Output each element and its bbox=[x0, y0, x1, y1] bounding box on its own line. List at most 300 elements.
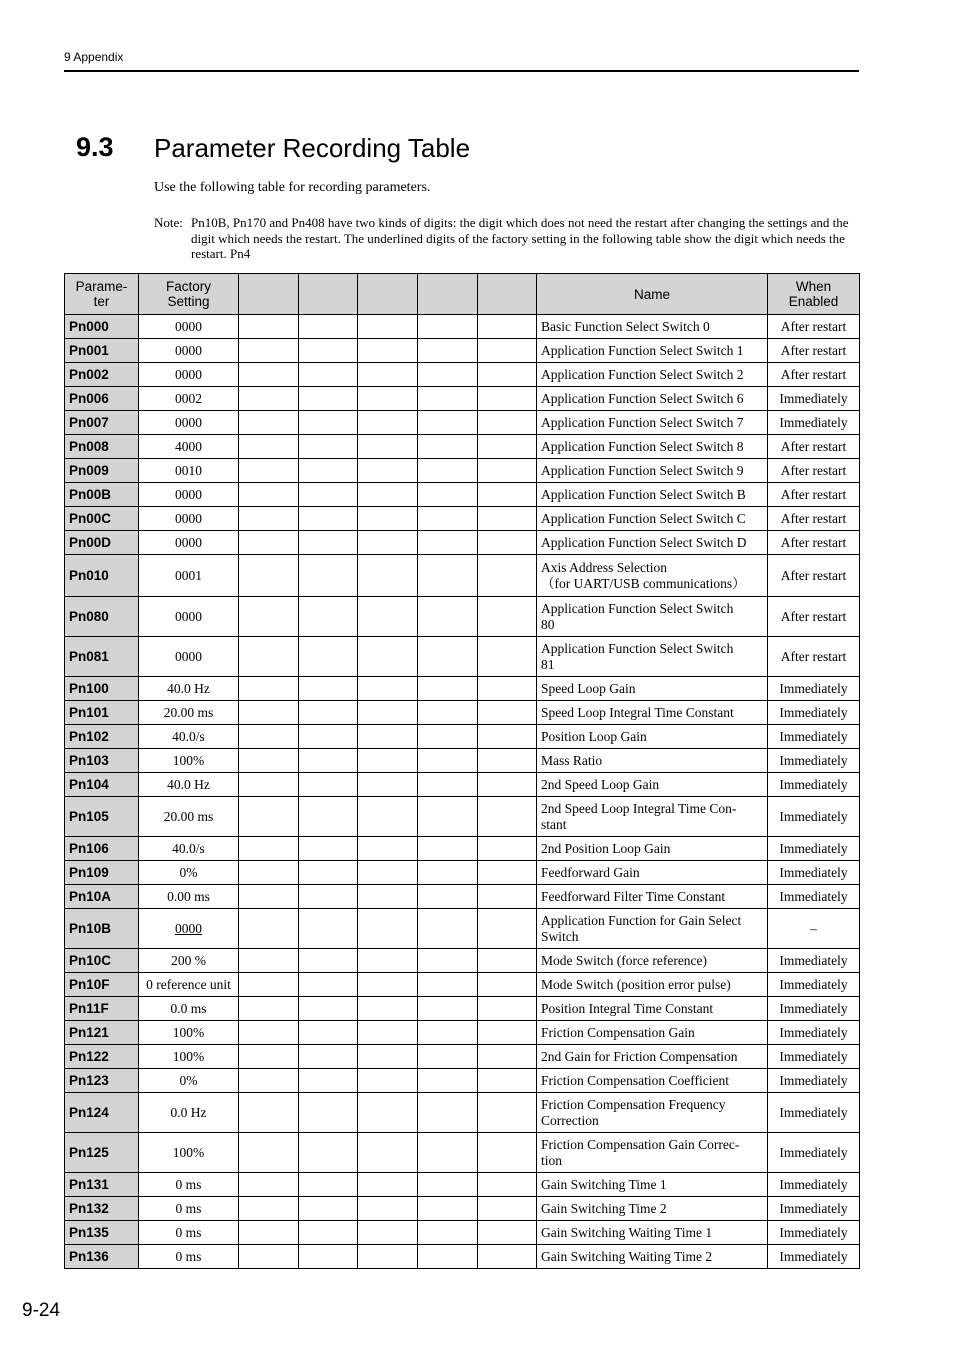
when-enabled-cell: After restart bbox=[768, 637, 860, 677]
header-blank bbox=[358, 274, 418, 315]
when-enabled-cell: Immediately bbox=[768, 701, 860, 725]
factory-setting-cell bbox=[139, 387, 239, 411]
recording-cell bbox=[299, 637, 358, 677]
factory-setting-value: 0% bbox=[179, 864, 198, 880]
recording-cell bbox=[478, 837, 537, 861]
name-cell: Position Integral Time Constant bbox=[537, 997, 768, 1021]
recording-cell bbox=[239, 339, 299, 363]
when-enabled-cell: After restart bbox=[768, 339, 860, 363]
header-parameter: Parame- ter bbox=[65, 274, 139, 315]
recording-cell bbox=[418, 435, 478, 459]
factory-setting-cell bbox=[139, 837, 239, 861]
table-row bbox=[65, 597, 860, 637]
factory-setting-cell bbox=[139, 531, 239, 555]
factory-setting-cell bbox=[139, 949, 239, 973]
factory-setting-cell bbox=[139, 797, 239, 837]
parameter-cell: Pn106 bbox=[65, 837, 139, 861]
factory-setting-cell bbox=[139, 1133, 239, 1173]
recording-cell bbox=[299, 677, 358, 701]
recording-cell bbox=[299, 725, 358, 749]
recording-cell bbox=[239, 459, 299, 483]
table-row bbox=[65, 861, 860, 885]
factory-setting-cell bbox=[139, 339, 239, 363]
factory-setting-value: 0.0 Hz bbox=[170, 1104, 207, 1120]
recording-cell bbox=[239, 597, 299, 637]
recording-cell bbox=[478, 1221, 537, 1245]
recording-cell bbox=[478, 1173, 537, 1197]
recording-cell bbox=[299, 701, 358, 725]
recording-cell bbox=[299, 861, 358, 885]
factory-setting-value: 40.0 Hz bbox=[167, 776, 210, 792]
recording-cell bbox=[478, 363, 537, 387]
recording-cell bbox=[358, 861, 418, 885]
table-row bbox=[65, 435, 860, 459]
recording-cell bbox=[478, 997, 537, 1021]
parameter-cell: Pn121 bbox=[65, 1021, 139, 1045]
when-enabled-cell: Immediately bbox=[768, 1045, 860, 1069]
recording-cell bbox=[358, 637, 418, 677]
name-cell: Gain Switching Time 1 bbox=[537, 1173, 768, 1197]
recording-cell bbox=[418, 909, 478, 949]
parameter-cell: Pn100 bbox=[65, 677, 139, 701]
factory-setting-cell bbox=[139, 1245, 239, 1269]
when-enabled-cell: Immediately bbox=[768, 1197, 860, 1221]
recording-cell bbox=[299, 411, 358, 435]
recording-cell bbox=[418, 1021, 478, 1045]
parameter-cell: Pn002 bbox=[65, 363, 139, 387]
when-enabled-cell: Immediately bbox=[768, 773, 860, 797]
table-row bbox=[65, 1197, 860, 1221]
recording-cell bbox=[478, 885, 537, 909]
when-enabled-cell: After restart bbox=[768, 363, 860, 387]
recording-cell bbox=[358, 315, 418, 339]
recording-cell bbox=[239, 1093, 299, 1133]
page-number: 9-24 bbox=[22, 1300, 61, 1321]
recording-cell bbox=[358, 1173, 418, 1197]
recording-cell bbox=[418, 797, 478, 837]
factory-setting-value: 0 ms bbox=[175, 1224, 202, 1240]
factory-setting-value: 4000 bbox=[175, 438, 202, 454]
factory-setting-value: 40.0/s bbox=[172, 728, 205, 744]
factory-setting-value: 0 ms bbox=[175, 1200, 202, 1216]
factory-setting-cell bbox=[139, 677, 239, 701]
factory-setting-value: 0 reference unit bbox=[146, 976, 231, 992]
when-enabled-cell: Immediately bbox=[768, 1069, 860, 1093]
factory-setting-value: 0.0 ms bbox=[170, 1000, 207, 1016]
name-cell: Gain Switching Time 2 bbox=[537, 1197, 768, 1221]
recording-cell bbox=[239, 1021, 299, 1045]
recording-cell bbox=[478, 1021, 537, 1045]
name-cell: Basic Function Select Switch 0 bbox=[537, 315, 768, 339]
recording-cell bbox=[418, 597, 478, 637]
name-cell: Application Function Select Switch C bbox=[537, 507, 768, 531]
factory-setting-cell bbox=[139, 435, 239, 459]
recording-cell bbox=[299, 555, 358, 597]
table-row bbox=[65, 531, 860, 555]
recording-cell bbox=[478, 701, 537, 725]
intro-text: Use the following table for recording parameters. bbox=[154, 180, 431, 195]
factory-setting-value: 100% bbox=[172, 1048, 205, 1064]
parameter-cell: Pn010 bbox=[65, 555, 139, 597]
when-enabled-cell: Immediately bbox=[768, 1245, 860, 1269]
when-enabled-cell: Immediately bbox=[768, 1221, 860, 1245]
factory-setting-cell bbox=[139, 973, 239, 997]
recording-cell bbox=[299, 597, 358, 637]
table-row bbox=[65, 725, 860, 749]
parameter-cell: Pn006 bbox=[65, 387, 139, 411]
name-cell: Friction Compensation Frequency Correction bbox=[537, 1093, 768, 1133]
header-blank bbox=[239, 274, 299, 315]
recording-cell bbox=[418, 885, 478, 909]
parameter-cell: Pn008 bbox=[65, 435, 139, 459]
recording-cell bbox=[299, 1221, 358, 1245]
recording-cell bbox=[358, 597, 418, 637]
recording-cell bbox=[478, 909, 537, 949]
when-enabled-cell: Immediately bbox=[768, 973, 860, 997]
header-factory-setting: Factory Setting bbox=[139, 274, 239, 315]
table-row bbox=[65, 387, 860, 411]
parameter-cell: Pn081 bbox=[65, 637, 139, 677]
name-cell: Mode Switch (position error pulse) bbox=[537, 973, 768, 997]
factory-setting-value: 0000 bbox=[175, 608, 202, 624]
when-enabled-cell: – bbox=[768, 909, 860, 949]
recording-cell bbox=[358, 885, 418, 909]
factory-setting-value: 200 % bbox=[171, 952, 206, 968]
name-cell: Application Function Select Switch 9 bbox=[537, 459, 768, 483]
table-row bbox=[65, 797, 860, 837]
name-cell: Application Function Select Switch D bbox=[537, 531, 768, 555]
factory-setting-value: 100% bbox=[172, 752, 205, 768]
when-enabled-cell: After restart bbox=[768, 555, 860, 597]
recording-cell bbox=[418, 1221, 478, 1245]
parameter-cell: Pn105 bbox=[65, 797, 139, 837]
recording-cell bbox=[299, 1245, 358, 1269]
parameter-cell: Pn00C bbox=[65, 507, 139, 531]
recording-cell bbox=[418, 773, 478, 797]
when-enabled-cell: Immediately bbox=[768, 1093, 860, 1133]
recording-cell bbox=[358, 1069, 418, 1093]
name-cell: Speed Loop Gain bbox=[537, 677, 768, 701]
recording-cell bbox=[299, 1021, 358, 1045]
recording-cell bbox=[478, 861, 537, 885]
recording-cell bbox=[358, 1093, 418, 1133]
factory-setting-cell bbox=[139, 411, 239, 435]
table-row bbox=[65, 949, 860, 973]
recording-cell bbox=[239, 507, 299, 531]
factory-setting-value: 40.0/s bbox=[172, 840, 205, 856]
name-cell: Friction Compensation Coefficient bbox=[537, 1069, 768, 1093]
recording-cell bbox=[418, 363, 478, 387]
recording-cell bbox=[299, 909, 358, 949]
recording-cell bbox=[418, 1069, 478, 1093]
table-row bbox=[65, 677, 860, 701]
recording-cell bbox=[418, 315, 478, 339]
factory-setting-cell bbox=[139, 507, 239, 531]
factory-setting-cell bbox=[139, 701, 239, 725]
recording-cell bbox=[239, 949, 299, 973]
recording-cell bbox=[478, 507, 537, 531]
name-cell: Application Function Select Switch 81 bbox=[537, 637, 768, 677]
recording-cell bbox=[478, 483, 537, 507]
parameter-cell: Pn007 bbox=[65, 411, 139, 435]
recording-cell bbox=[418, 459, 478, 483]
recording-cell bbox=[299, 997, 358, 1021]
recording-cell bbox=[239, 885, 299, 909]
parameter-cell: Pn001 bbox=[65, 339, 139, 363]
recording-cell bbox=[358, 749, 418, 773]
recording-cell bbox=[358, 1245, 418, 1269]
recording-cell bbox=[358, 483, 418, 507]
header-blank bbox=[299, 274, 358, 315]
recording-cell bbox=[418, 677, 478, 701]
factory-setting-cell bbox=[139, 1093, 239, 1133]
factory-setting-value: 40.0 Hz bbox=[167, 680, 210, 696]
when-enabled-cell: Immediately bbox=[768, 861, 860, 885]
recording-cell bbox=[418, 483, 478, 507]
factory-setting-cell bbox=[139, 861, 239, 885]
when-enabled-cell: Immediately bbox=[768, 411, 860, 435]
name-cell: 2nd Speed Loop Gain bbox=[537, 773, 768, 797]
parameter-cell: Pn00B bbox=[65, 483, 139, 507]
recording-cell bbox=[418, 507, 478, 531]
recording-cell bbox=[239, 773, 299, 797]
factory-setting-value: 0000 bbox=[175, 486, 202, 502]
factory-setting-value: 0000 bbox=[175, 920, 202, 936]
header-blank bbox=[478, 274, 537, 315]
recording-cell bbox=[418, 339, 478, 363]
recording-cell bbox=[299, 885, 358, 909]
factory-setting-cell bbox=[139, 1069, 239, 1093]
factory-setting-cell bbox=[139, 637, 239, 677]
recording-cell bbox=[239, 797, 299, 837]
factory-setting-value: 0 ms bbox=[175, 1248, 202, 1264]
name-cell: Feedforward Filter Time Constant bbox=[537, 885, 768, 909]
table-row bbox=[65, 837, 860, 861]
when-enabled-cell: After restart bbox=[768, 435, 860, 459]
recording-cell bbox=[478, 531, 537, 555]
table-row bbox=[65, 1245, 860, 1269]
name-cell: Mass Ratio bbox=[537, 749, 768, 773]
recording-cell bbox=[358, 909, 418, 949]
parameter-cell: Pn000 bbox=[65, 315, 139, 339]
recording-cell bbox=[478, 555, 537, 597]
recording-cell bbox=[239, 1069, 299, 1093]
table-row bbox=[65, 749, 860, 773]
name-cell: Gain Switching Waiting Time 2 bbox=[537, 1245, 768, 1269]
recording-cell bbox=[239, 637, 299, 677]
recording-cell bbox=[299, 315, 358, 339]
factory-setting-cell bbox=[139, 773, 239, 797]
recording-cell bbox=[418, 637, 478, 677]
recording-cell bbox=[358, 1133, 418, 1173]
table-row bbox=[65, 459, 860, 483]
factory-setting-value: 0000 bbox=[175, 510, 202, 526]
name-cell: Speed Loop Integral Time Constant bbox=[537, 701, 768, 725]
when-enabled-cell: Immediately bbox=[768, 1133, 860, 1173]
recording-cell bbox=[358, 507, 418, 531]
recording-cell bbox=[358, 459, 418, 483]
parameter-cell: Pn123 bbox=[65, 1069, 139, 1093]
table-row bbox=[65, 1133, 860, 1173]
name-cell: Application Function Select Switch 1 bbox=[537, 339, 768, 363]
when-enabled-cell: Immediately bbox=[768, 1021, 860, 1045]
factory-setting-cell bbox=[139, 1173, 239, 1197]
header-blank bbox=[418, 274, 478, 315]
recording-cell bbox=[239, 1221, 299, 1245]
recording-cell bbox=[478, 411, 537, 435]
recording-cell bbox=[299, 1173, 358, 1197]
table-row bbox=[65, 1173, 860, 1197]
recording-cell bbox=[418, 749, 478, 773]
factory-setting-cell bbox=[139, 1197, 239, 1221]
parameter-cell: Pn103 bbox=[65, 749, 139, 773]
recording-cell bbox=[239, 531, 299, 555]
section-number: 9.3 bbox=[76, 132, 114, 162]
recording-cell bbox=[239, 973, 299, 997]
parameter-cell: Pn109 bbox=[65, 861, 139, 885]
recording-cell bbox=[478, 339, 537, 363]
recording-cell bbox=[358, 725, 418, 749]
table-header-row bbox=[65, 274, 860, 315]
recording-cell bbox=[478, 973, 537, 997]
recording-cell bbox=[358, 363, 418, 387]
recording-cell bbox=[418, 861, 478, 885]
factory-setting-value: 0% bbox=[179, 1072, 198, 1088]
table-row bbox=[65, 507, 860, 531]
name-cell: Application Function Select Switch 80 bbox=[537, 597, 768, 637]
parameter-cell: Pn080 bbox=[65, 597, 139, 637]
recording-cell bbox=[358, 677, 418, 701]
recording-cell bbox=[299, 1197, 358, 1221]
recording-cell bbox=[478, 459, 537, 483]
table-row bbox=[65, 1069, 860, 1093]
factory-setting-value: 0001 bbox=[175, 567, 202, 583]
recording-cell bbox=[358, 339, 418, 363]
parameter-cell: Pn131 bbox=[65, 1173, 139, 1197]
factory-setting-value: 0010 bbox=[175, 462, 202, 478]
recording-cell bbox=[299, 1093, 358, 1133]
parameter-cell: Pn132 bbox=[65, 1197, 139, 1221]
recording-cell bbox=[478, 1093, 537, 1133]
table-row bbox=[65, 555, 860, 597]
recording-cell bbox=[418, 1173, 478, 1197]
factory-setting-value: 0000 bbox=[175, 342, 202, 358]
note bbox=[154, 215, 854, 262]
recording-cell bbox=[478, 797, 537, 837]
recording-cell bbox=[478, 773, 537, 797]
recording-cell bbox=[239, 997, 299, 1021]
recording-cell bbox=[358, 555, 418, 597]
recording-cell bbox=[299, 459, 358, 483]
factory-setting-cell bbox=[139, 1021, 239, 1045]
parameter-cell: Pn10A bbox=[65, 885, 139, 909]
recording-cell bbox=[239, 411, 299, 435]
recording-cell bbox=[239, 1245, 299, 1269]
recording-cell bbox=[478, 1197, 537, 1221]
table-row bbox=[65, 997, 860, 1021]
recording-cell bbox=[358, 1221, 418, 1245]
recording-cell bbox=[239, 1133, 299, 1173]
table-row bbox=[65, 1221, 860, 1245]
note-label: Note: bbox=[154, 215, 183, 230]
recording-cell bbox=[478, 677, 537, 701]
recording-cell bbox=[358, 1045, 418, 1069]
name-cell: Application Function Select Switch 8 bbox=[537, 435, 768, 459]
parameter-cell: Pn136 bbox=[65, 1245, 139, 1269]
recording-cell bbox=[358, 387, 418, 411]
name-cell: 2nd Gain for Friction Compensation bbox=[537, 1045, 768, 1069]
name-cell: Friction Compensation Gain bbox=[537, 1021, 768, 1045]
recording-cell bbox=[239, 387, 299, 411]
parameter-cell: Pn124 bbox=[65, 1093, 139, 1133]
factory-setting-cell bbox=[139, 909, 239, 949]
recording-cell bbox=[478, 597, 537, 637]
table-row bbox=[65, 909, 860, 949]
name-cell: Application Function Select Switch B bbox=[537, 483, 768, 507]
recording-cell bbox=[358, 531, 418, 555]
factory-setting-value: 20.00 ms bbox=[163, 704, 214, 720]
table-row bbox=[65, 1045, 860, 1069]
recording-cell bbox=[418, 411, 478, 435]
when-enabled-cell: Immediately bbox=[768, 677, 860, 701]
factory-setting-value: 0.00 ms bbox=[167, 888, 210, 904]
recording-cell bbox=[239, 363, 299, 387]
factory-setting-cell bbox=[139, 1045, 239, 1069]
recording-cell bbox=[478, 1133, 537, 1173]
recording-cell bbox=[358, 1021, 418, 1045]
factory-setting-cell bbox=[139, 315, 239, 339]
recording-cell bbox=[239, 909, 299, 949]
recording-cell bbox=[239, 1045, 299, 1069]
parameter-cell: Pn009 bbox=[65, 459, 139, 483]
when-enabled-cell: After restart bbox=[768, 597, 860, 637]
recording-cell bbox=[358, 949, 418, 973]
recording-cell bbox=[358, 701, 418, 725]
when-enabled-cell: Immediately bbox=[768, 885, 860, 909]
factory-setting-value: 0000 bbox=[175, 366, 202, 382]
recording-cell bbox=[478, 1245, 537, 1269]
table-row bbox=[65, 483, 860, 507]
recording-cell bbox=[239, 701, 299, 725]
parameter-cell: Pn122 bbox=[65, 1045, 139, 1069]
when-enabled-cell: Immediately bbox=[768, 387, 860, 411]
name-cell: Application Function Select Switch 7 bbox=[537, 411, 768, 435]
name-cell: Friction Compensation Gain Correc- tion bbox=[537, 1133, 768, 1173]
recording-cell bbox=[239, 725, 299, 749]
recording-cell bbox=[299, 797, 358, 837]
recording-cell bbox=[239, 555, 299, 597]
when-enabled-cell: Immediately bbox=[768, 797, 860, 837]
recording-cell bbox=[478, 725, 537, 749]
name-cell: Application Function Select Switch 2 bbox=[537, 363, 768, 387]
parameter-table bbox=[64, 273, 860, 1269]
recording-cell bbox=[299, 387, 358, 411]
parameter-cell: Pn00D bbox=[65, 531, 139, 555]
recording-cell bbox=[358, 837, 418, 861]
recording-cell bbox=[418, 837, 478, 861]
factory-setting-value: 20.00 ms bbox=[163, 808, 214, 824]
factory-setting-cell bbox=[139, 1221, 239, 1245]
recording-cell bbox=[358, 797, 418, 837]
when-enabled-cell: Immediately bbox=[768, 949, 860, 973]
parameter-cell: Pn11F bbox=[65, 997, 139, 1021]
parameter-cell: Pn102 bbox=[65, 725, 139, 749]
when-enabled-cell: After restart bbox=[768, 507, 860, 531]
table-row bbox=[65, 973, 860, 997]
factory-setting-value: 0000 bbox=[175, 318, 202, 334]
header-rule bbox=[64, 70, 859, 72]
recording-cell bbox=[358, 773, 418, 797]
